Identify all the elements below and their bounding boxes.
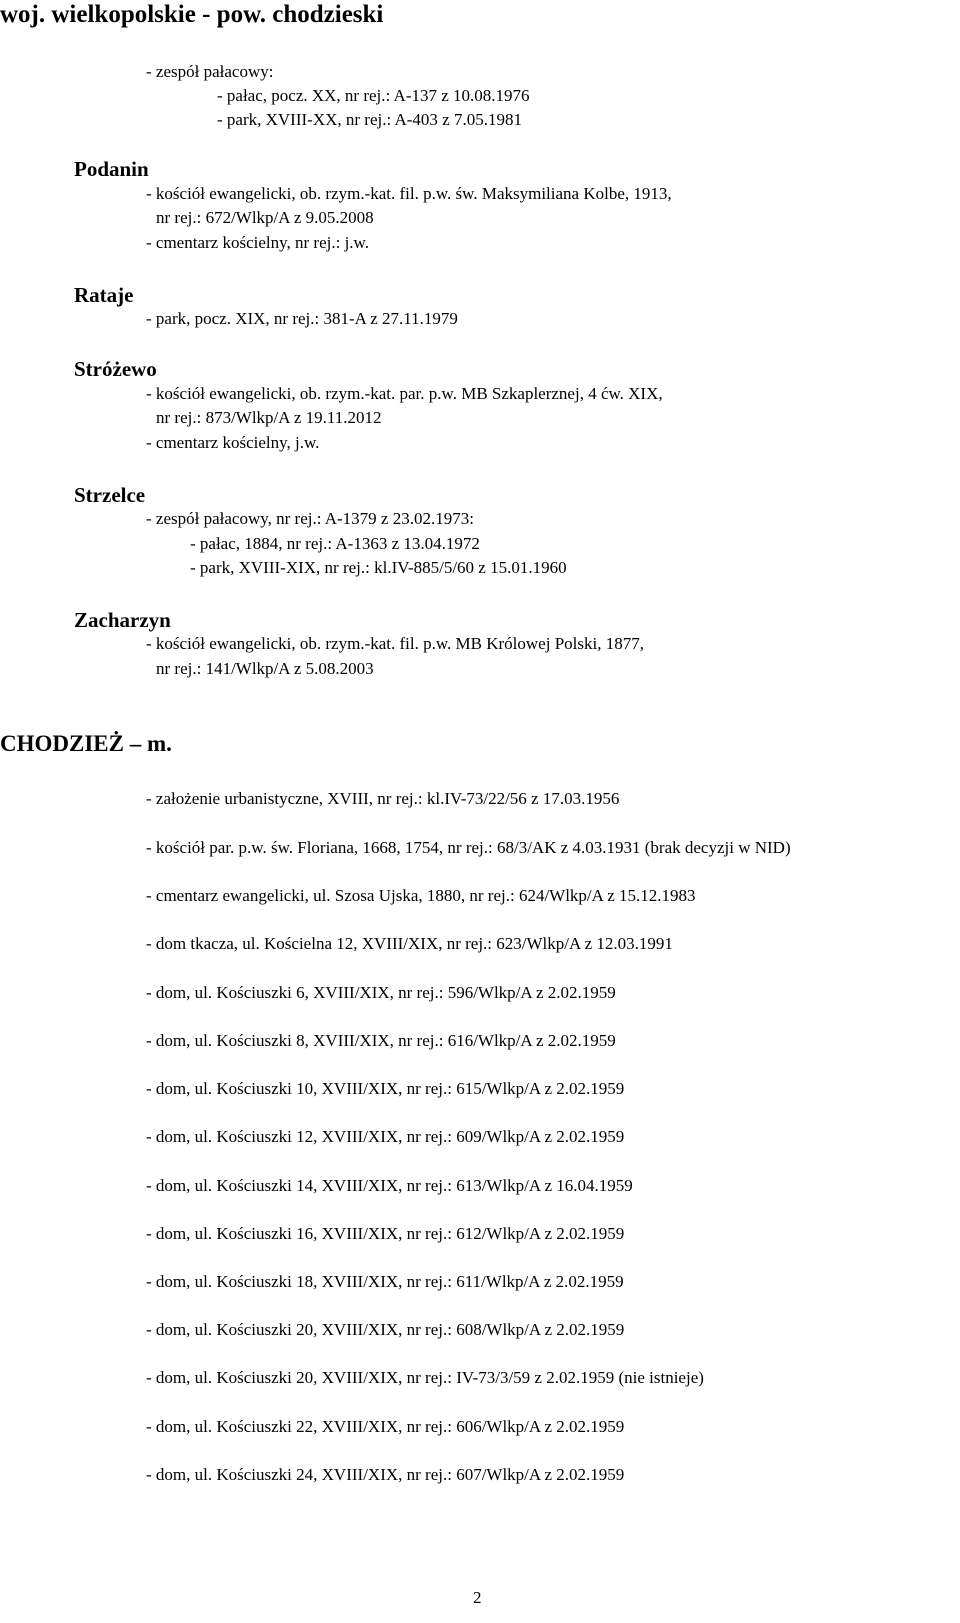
entry-line: - dom tkacza, ul. Kościelna 12, XVIII/XIX, nr rej.: 623/Wlkp/A z 12.03.1991 xyxy=(146,934,673,953)
entry-line: - dom, ul. Kościuszki 20, XVIII/XIX, nr rej.: 608/Wlkp/A z 2.02.1959 xyxy=(146,1320,625,1339)
entry-line: - pałac, 1884, nr rej.: A-1363 z 13.04.1972 xyxy=(190,534,480,553)
entry-line: - dom, ul. Kościuszki 16, XVIII/XIX, nr rej.: 612/Wlkp/A z 2.02.1959 xyxy=(146,1224,625,1243)
entry-line: - kościół ewangelicki, ob. rzym.-kat. fil. p.w. św. Maksymiliana Kolbe, 1913, xyxy=(146,184,672,203)
entry-line: - park, XVIII-XIX, nr rej.: kl.IV-885/5/60 z 15.01.1960 xyxy=(190,558,567,577)
entry-line: - dom, ul. Kościuszki 18, XVIII/XIX, nr rej.: 611/Wlkp/A z 2.02.1959 xyxy=(146,1272,624,1291)
entry-line: nr rej.: 141/Wlkp/A z 5.08.2003 xyxy=(156,659,374,678)
entry-line: nr rej.: 873/Wlkp/A z 19.11.2012 xyxy=(156,408,382,427)
entry-line: - dom, ul. Kościuszki 8, XVIII/XIX, nr rej.: 616/Wlkp/A z 2.02.1959 xyxy=(146,1031,616,1050)
entry-line: - kościół ewangelicki, ob. rzym.-kat. par. p.w. MB Szkaplerznej, 4 ćw. XIX, xyxy=(146,384,663,403)
entry-line: - dom, ul. Kościuszki 22, XVIII/XIX, nr rej.: 606/Wlkp/A z 2.02.1959 xyxy=(146,1417,625,1436)
entry-line: - dom, ul. Kościuszki 20, XVIII/XIX, nr rej.: IV-73/3/59 z 2.02.1959 (nie istnieje) xyxy=(146,1368,704,1387)
entry-line: - pałac, pocz. XX, nr rej.: A-137 z 10.08.1976 xyxy=(217,86,530,105)
entry-line: - cmentarz ewangelicki, ul. Szosa Ujska, 1880, nr rej.: 624/Wlkp/A z 15.12.1983 xyxy=(146,886,696,905)
entry-line: - park, XVIII-XX, nr rej.: A-403 z 7.05.1981 xyxy=(217,110,522,129)
entry-line: - dom, ul. Kościuszki 24, XVIII/XIX, nr rej.: 607/Wlkp/A z 2.02.1959 xyxy=(146,1465,625,1484)
entry-line: nr rej.: 672/Wlkp/A z 9.05.2008 xyxy=(156,208,374,227)
entry-line: - cmentarz kościelny, nr rej.: j.w. xyxy=(146,233,369,252)
place-heading: Stróżewo xyxy=(74,357,157,381)
entry-line: - park, pocz. XIX, nr rej.: 381-A z 27.11.1979 xyxy=(146,309,458,328)
entry-line: - zespół pałacowy: xyxy=(146,62,274,81)
page-header: woj. wielkopolskie - pow. chodzieski xyxy=(0,1,384,28)
place-heading: Podanin xyxy=(74,157,149,181)
entry-line: - cmentarz kościelny, j.w. xyxy=(146,433,320,452)
place-heading: Strzelce xyxy=(74,483,146,507)
entry-line: - dom, ul. Kościuszki 14, XVIII/XIX, nr rej.: 613/Wlkp/A z 16.04.1959 xyxy=(146,1176,633,1195)
entry-line: - dom, ul. Kościuszki 12, XVIII/XIX, nr rej.: 609/Wlkp/A z 2.02.1959 xyxy=(146,1127,625,1146)
city-heading: CHODZIEŻ – m. xyxy=(0,731,172,756)
entry-line: - założenie urbanistyczne, XVIII, nr rej.: kl.IV-73/22/56 z 17.03.1956 xyxy=(146,789,620,808)
entry-line: - kościół ewangelicki, ob. rzym.-kat. fil. p.w. MB Królowej Polski, 1877, xyxy=(146,634,644,653)
entry-line: - zespół pałacowy, nr rej.: A-1379 z 23.02.1973: xyxy=(146,509,474,528)
page-number: 2 xyxy=(473,1588,482,1607)
place-heading: Zacharzyn xyxy=(74,608,171,632)
entry-line: - dom, ul. Kościuszki 10, XVIII/XIX, nr rej.: 615/Wlkp/A z 2.02.1959 xyxy=(146,1079,625,1098)
place-heading: Rataje xyxy=(74,283,134,307)
entry-line: - dom, ul. Kościuszki 6, XVIII/XIX, nr rej.: 596/Wlkp/A z 2.02.1959 xyxy=(146,983,616,1002)
entry-line: - kościół par. p.w. św. Floriana, 1668, 1754, nr rej.: 68/3/AK z 4.03.1931 (brak decyzji w NID) xyxy=(146,838,791,857)
